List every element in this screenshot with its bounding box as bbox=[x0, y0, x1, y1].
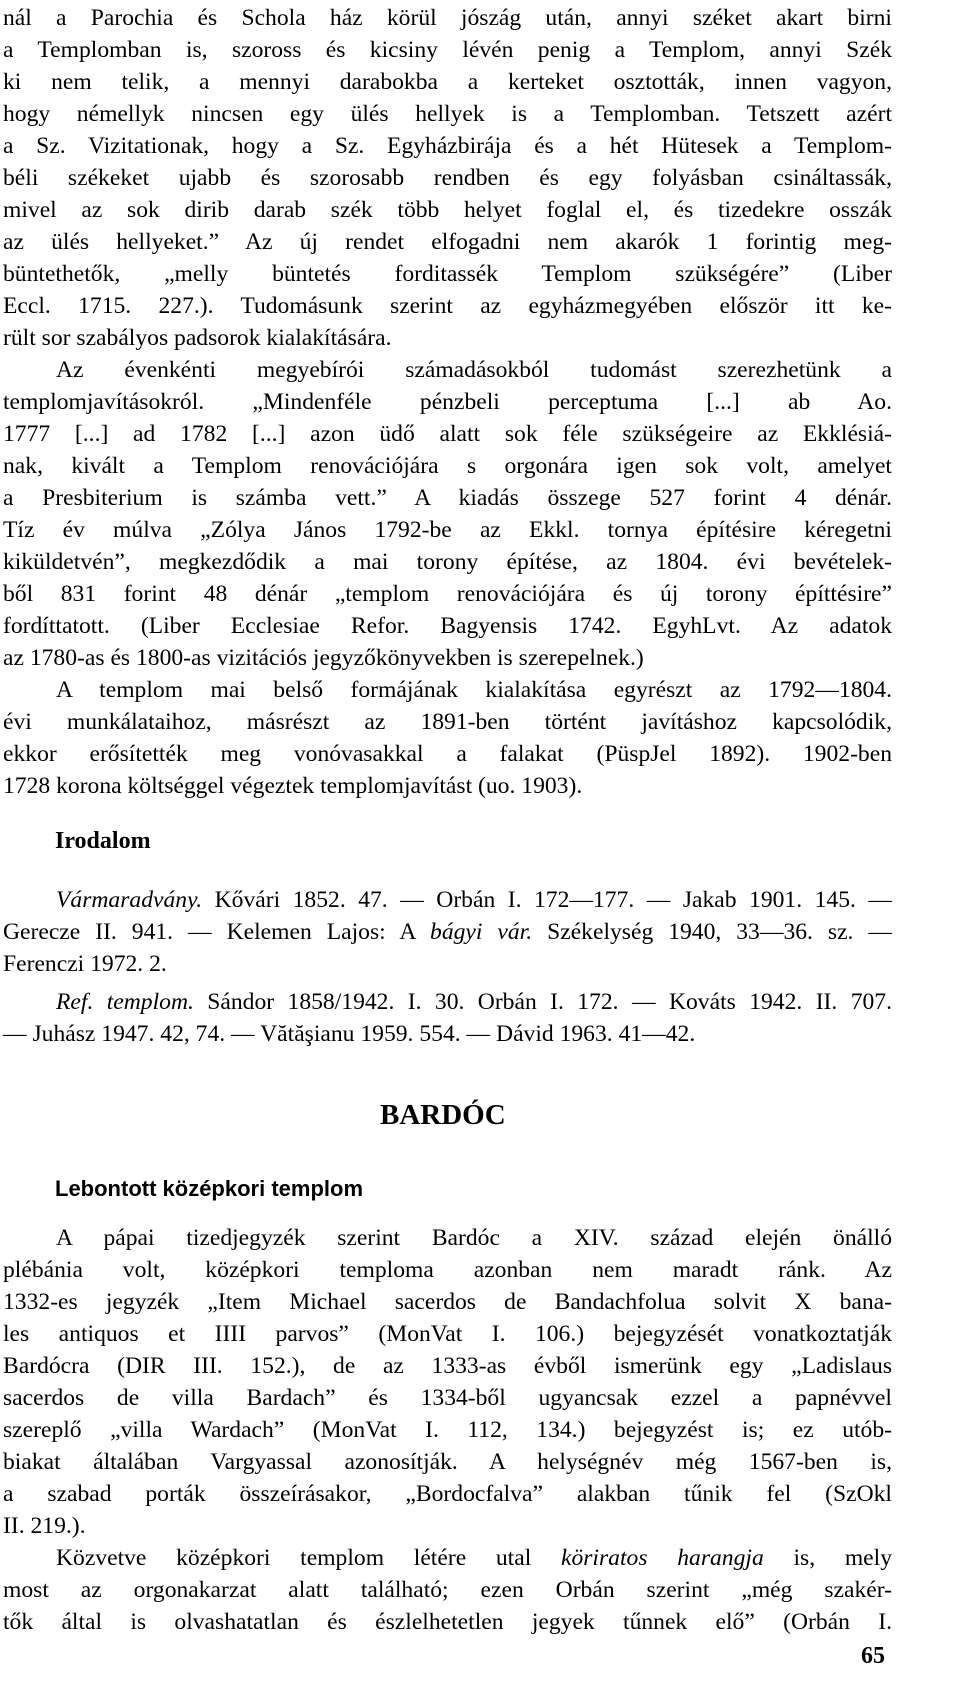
text-line: a Templomban is, szoross és kicsiny lévén penig a Templom, annyi Szék bbox=[3, 37, 892, 63]
text-line: sacerdos de villa Bardach” és 1334-ből ugyancsak ezzel a papnévvel bbox=[3, 1385, 892, 1411]
text-line: az ülés hellyeket.” Az új rendet elfogadni nem akarók 1 forintig meg- bbox=[3, 229, 892, 255]
text-span: Székelység 1940, 33—36. sz. — bbox=[532, 919, 892, 945]
italic-term: bágyi vár. bbox=[430, 919, 533, 945]
text-line: kiküldetvén”, megkezdődik a mai torony építése, az 1804. évi bevételek- bbox=[3, 549, 892, 575]
text-line: béli székeket ujabb és szorosabb rendben és egy folyásban csináltassák, bbox=[3, 165, 892, 191]
text-span: is, mely bbox=[763, 1545, 892, 1571]
italic-term: Ref. templom. bbox=[56, 989, 194, 1015]
text-line: büntethetők, „melly büntetés forditassék Templom szükségére” (Liber bbox=[3, 261, 892, 287]
text-line: A pápai tizedjegyzék szerint Bardóc a XIV. század elején önálló bbox=[56, 1225, 892, 1251]
text-line: ből 831 forint 48 dénár „templom renovációjára és új torony építtésire” bbox=[3, 581, 892, 607]
text-line: 1332-es jegyzék „Item Michael sacerdos de Bandachfolua solvit X bana- bbox=[3, 1289, 892, 1315]
text-line: hogy némellyk nincsen egy ülés hellyek is a Templomban. Tetszett azért bbox=[3, 101, 892, 127]
text-line: ki nem telik, a mennyi darabokba a kerteket osztották, innen vagyon, bbox=[3, 69, 892, 95]
italic-term: köriratos harangja bbox=[560, 1545, 764, 1571]
text-span: Közvetve középkori templom létére utal bbox=[56, 1545, 561, 1571]
text-line: most az orgonakarzat alatt található; ezen Orbán szerint „még szakér- bbox=[3, 1577, 892, 1603]
text-line bbox=[3, 986, 892, 1018]
text-line bbox=[3, 1542, 892, 1574]
text-line: fordíttatott. (Liber Ecclesiae Refor. Bagyensis 1742. EgyhLvt. Az adatok bbox=[3, 613, 892, 639]
text-line: 1777 [...] ad 1782 [...] azon üdő alatt sok féle szükségeire az Ekklésiá- bbox=[3, 421, 892, 447]
text-span: Kővári 1852. 47. — Orbán I. 172—177. — Jakab 1901. 145. — bbox=[202, 887, 892, 913]
text-line: szereplő „villa Wardach” (MonVat I. 112, 134.) bejegyzést is; ez utób- bbox=[3, 1417, 892, 1443]
text-line: nál a Parochia és Schola ház körül jószág után, annyi széket akart birni bbox=[3, 5, 892, 31]
text-line: templomjavításokról. „Mindenféle pénzbeli perceptuma [...] ab Ao. bbox=[3, 389, 892, 415]
text-line: plébánia volt, középkori temploma azonban nem maradt ránk. Az bbox=[3, 1257, 892, 1283]
text-line: A templom mai belső formájának kialakítása egyrészt az 1792—1804. bbox=[56, 677, 892, 703]
section-heading-irodalom: Irodalom bbox=[55, 828, 151, 854]
place-heading-bardoc: BARDÓC bbox=[380, 1099, 506, 1131]
text-line: II. 219.). bbox=[3, 1513, 86, 1539]
text-line bbox=[3, 916, 892, 948]
text-line: ekkor erősítették meg vonóvasakkal a falakat (PüspJel 1892). 1902-ben bbox=[3, 741, 892, 767]
text-line: a Sz. Vizitationak, hogy a Sz. Egyházbirája és a hét Hütesek a Templom- bbox=[3, 133, 892, 159]
text-line: — Juhász 1947. 42, 74. — Vătăşianu 1959. 554. — Dávid 1963. 41—42. bbox=[3, 1021, 696, 1047]
text-line: az 1780-as és 1800-as vizitációs jegyzőkönyvekben is szerepelnek.) bbox=[3, 645, 644, 671]
text-line: biakat általában Vargyassal azonosítják. A helységnév még 1567-ben is, bbox=[3, 1449, 892, 1475]
text-line: Az évenkénti megyebírói számadásokból tudomást szerezhetünk a bbox=[56, 357, 892, 383]
text-line: Ferenczi 1972. 2. bbox=[3, 951, 167, 977]
italic-term: Vármaradvány. bbox=[56, 887, 203, 913]
page-number: 65 bbox=[861, 1643, 885, 1669]
text-line: Eccl. 1715. 227.). Tudomásunk szerint az egyházmegyében először itt ke- bbox=[3, 293, 892, 319]
section-heading-demolished-church: Lebontott középkori templom bbox=[55, 1176, 363, 1201]
text-line: nak, kivált a Templom renovációjára s orgonára igen sok volt, amelyet bbox=[3, 453, 892, 479]
text-line: mivel az sok dirib darab szék több helyet foglal el, és tizedekre osszák bbox=[3, 197, 892, 223]
text-line: évi munkálataihoz, másrészt az 1891-ben történt javításhoz kapcsolódik, bbox=[3, 709, 892, 735]
text-line: a szabad porták összeírásakor, „Bordocfalva” alakban tűnik fel (SzOkl bbox=[3, 1481, 892, 1507]
text-line: Bardócra (DIR III. 152.), de az 1333-as évből ismerünk egy „Ladislaus bbox=[3, 1353, 892, 1379]
text-line: rült sor szabályos padsorok kialakítására. bbox=[3, 325, 392, 351]
text-line: 1728 korona költséggel végeztek templomjavítást (uo. 1903). bbox=[3, 773, 583, 799]
text-line: tők által is olvashatatlan és észlelhetetlen jegyek tűnnek elő” (Orbán I. bbox=[3, 1609, 892, 1635]
text-span: Sándor 1858/1942. I. 30. Orbán I. 172. — Kováts 1942. II. 707. bbox=[193, 989, 892, 1015]
text-span: Gerecze II. 941. — Kelemen Lajos: A bbox=[3, 919, 431, 945]
text-line: Tíz év múlva „Zólya János 1792-be az Ekkl. tornya építésire kéregetni bbox=[3, 517, 892, 543]
text-line: a Presbiterium is számba vett.” A kiadás összege 527 forint 4 dénár. bbox=[3, 485, 892, 511]
text-line: les antiquos et IIII parvos” (MonVat I. 106.) bejegyzését vonatkoztatják bbox=[3, 1321, 892, 1347]
text-line bbox=[3, 884, 892, 916]
